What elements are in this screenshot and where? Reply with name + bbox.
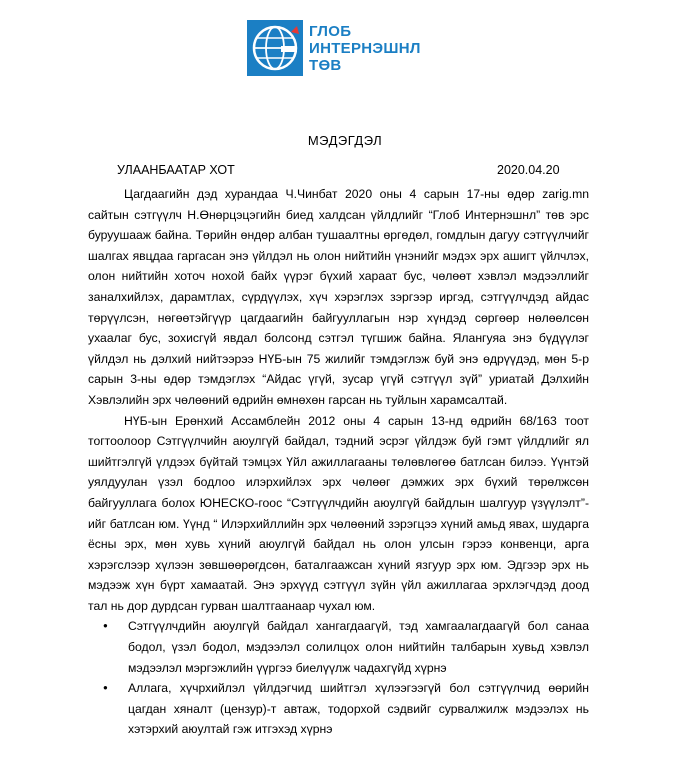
bullet-list [88, 616, 589, 740]
globe-g-logo-icon [247, 20, 303, 76]
paragraph-1: Цагдаагийн дэд хурандаа Ч.Чинбат 2020 оны 4 сарын 17-ны өдөр zarig.mn сайтын сэтгүүлч Н.Өнөрцэцэгийн биед халдсан үйлдлийг “Глоб Интернэшнл” төв эрс буруушааж байна. Төрийн өндөр албан тушаалтны өргөдөл, гомдлын дагуу сэтгүүлчийг шалгах явцдаа гаргасан энэ үйлдэл нь олон нийтийн үнэнийг мэдэх эрх ашигт үйлчлэх, олон нийтийн хоточ нохой байх үүрэг бүхий хараат бус, чөлөөт хэвлэл мэдээллийг заналхийлэх, дарамтлах, сүрдүүлэх, хүч хэрэглэх зэргээр иргэд, сэтгүүлчдэд айдас төрүүлсэн, нөгөөтэйгүүр цагдаагийн байгууллагын нэр хүндэд сөргөөр нөлөөлсөн ухаалаг бус, зохисгүй явдал болсонд сэтгэл түгшиж байна. Ялангуяа энэ бүдүүлэг үйлдэл нь дэлхий нийтээрээ НҮБ-ын 75 жилийг тэмдэглэж буй энэ өдрүүдэд, мөн 5-р сарын 3-ны өдөр тэмдэглэх “Айдас үгүй, зусар үгүй сэтгүүл зүй” уриатай Дэлхийн Хэвлэлийн эрх чөлөөний өдрийн өмнөхөн гарсан нь туйлын харамсалтай. [88, 187, 589, 407]
organization-logo [247, 18, 437, 78]
document-date: 2020.04.20 [497, 163, 560, 177]
logo-line-2: ИНТЕРНЭШНЛ [309, 39, 421, 57]
bullet-item-1: ● Сэтгүүлчдийн аюулгүй байдал хангагдаагүй, тэд хамгаалагдаагүй бол санаа бодол, үзэл бодол, мэдээлэл солилцох олон нийтийн талбарын хувьд хэвлэл мэдээлэл мэргэжлийн үүргээ биелүүлж чадахгүйд хүрнэ [124, 616, 589, 678]
document-city: УЛААНБААТАР ХОТ [117, 163, 235, 177]
document-title: МЭДЭГДЭЛ [307, 133, 383, 148]
logo-line-3: ТӨВ [309, 56, 342, 74]
document-body [88, 184, 589, 740]
logo-wordmark [309, 23, 421, 74]
paragraph-2: НҮБ-ын Ерөнхий Ассамблейн 2012 оны 4 сарын 13-нд өдрийн 68/163 тоот тогтоолоор Сэтгүүлчийн аюулгүй байдал, тэдний эсрэг үйлдэж буй гэмт үйлдлийг ял шийтгэлгүй үлдээх бүйтай тэмцэх Үйл ажиллагааны төлөвлөгөө батлсан билээ. Үүнтэй уялдуулан үзэл бодлоо илэрхийлэх эрх чөлөөг дэмжих эрх бүхий төрөлжсөн байгууллага болох ЮНЕСКО-гоос “Сэтгүүлчдийн аюулгүй байдлын шалгуур үзүүлэлт”-ийг батлсан юм. Үүнд “ Илэрхийллийн эрх чөлөөний зэрэгцээ хүний амьд явах, шударга ёсны эрх, мөн хувь хүний аюулгүй байдал нь олон улсын гэрээ конвенци, арга хэрэгслээр хүлээн зөвшөөрөгдсөн, баталгаажсан хүний язгуур эрх юм. Эдгээр эрх нь мэдээж хүн бүрт хамаатай. Энэ эрхүүд сэтгүүл зүйн үйл ажиллагаа эрхлэгчдэд доод тал нь дор дурдсан гурван шалтгаанаар чухал юм. [88, 413, 589, 613]
bullet-item-2: ● Аллага, хүчрхийлэл үйлдэгчид шийтгэл хүлээгээгүй бол сэтгүүлчид өөрийн цагдан хяналт (цензур)-т автаж, тодорхой сэдвийг сурвалжилж мэдээлэх нь хэтэрхий аюултай гэж итгэхэд хүрнэ [124, 678, 589, 740]
logo-line-1: ГЛОБ [309, 22, 352, 40]
